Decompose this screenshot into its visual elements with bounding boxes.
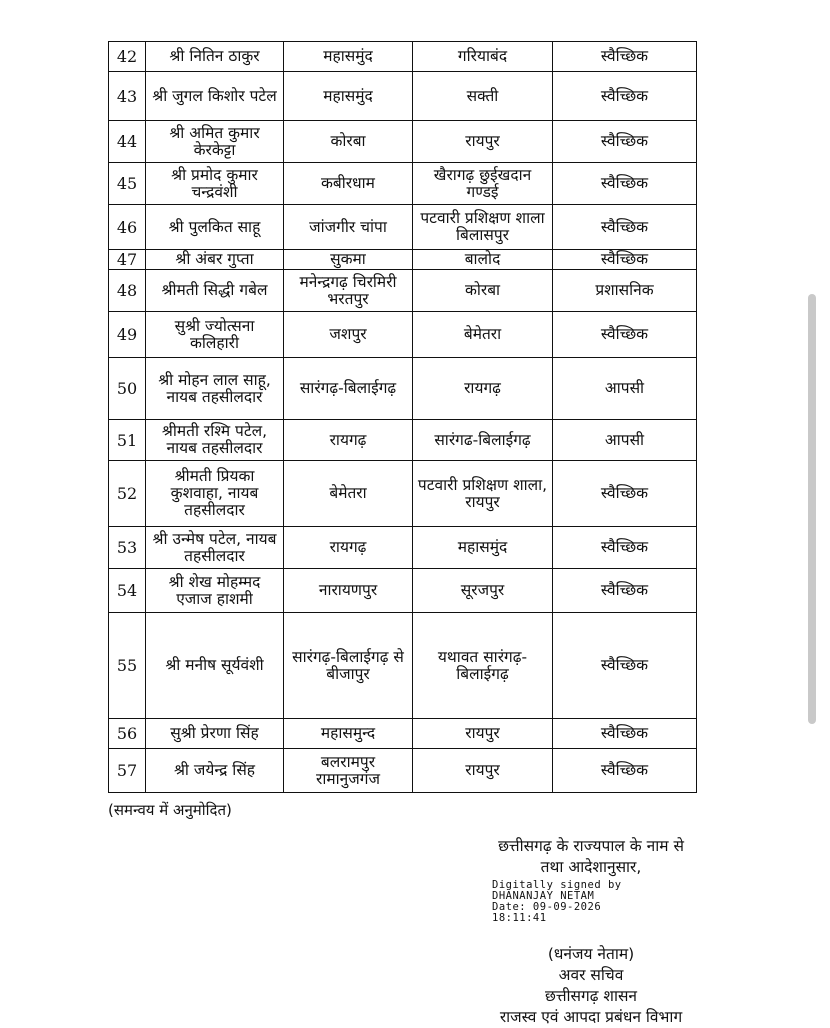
cell-sno: 55 xyxy=(109,613,146,719)
cell-transfer-type: स्वैच्छिक xyxy=(553,527,697,569)
cell-employee-name: श्रीमती रश्मि पटेल, नायब तहसीलदार xyxy=(146,420,284,461)
cell-sno: 43 xyxy=(109,72,146,121)
cell-sno: 46 xyxy=(109,205,146,250)
cell-current-posting: महासमुंद xyxy=(284,42,413,72)
cell-employee-name: श्री नितिन ठाकुर xyxy=(146,42,284,72)
table-row xyxy=(109,461,697,527)
cell-sno: 51 xyxy=(109,420,146,461)
cell-transfer-type: प्रशासनिक xyxy=(553,270,697,312)
cell-new-posting: पटवारी प्रशिक्षण शाला बिलासपुर xyxy=(413,205,553,250)
cell-employee-name: सुश्री प्रेरणा सिंह xyxy=(146,719,284,749)
cell-transfer-type: स्वैच्छिक xyxy=(553,42,697,72)
cell-current-posting: नारायणपुर xyxy=(284,569,413,613)
cell-employee-name: श्री अंबर गुप्ता xyxy=(146,250,284,270)
cell-transfer-type: स्वैच्छिक xyxy=(553,749,697,793)
cell-new-posting: सूरजपुर xyxy=(413,569,553,613)
cell-employee-name: श्री उन्मेष पटेल, नायब तहसीलदार xyxy=(146,527,284,569)
cell-current-posting: महासमुंद xyxy=(284,72,413,121)
cell-current-posting: बलरामपुर रामानुजगंज xyxy=(284,749,413,793)
digital-signature-line: Digitally signed by xyxy=(492,879,622,891)
table-row xyxy=(109,163,697,205)
cell-sno: 45 xyxy=(109,163,146,205)
cell-transfer-type: स्वैच्छिक xyxy=(553,121,697,163)
table-row xyxy=(109,749,697,793)
cell-employee-name: श्री पुलकित साहू xyxy=(146,205,284,250)
cell-new-posting: खैरागढ़ छुईखदान गण्डई xyxy=(413,163,553,205)
table-row xyxy=(109,121,697,163)
table-row xyxy=(109,205,697,250)
cell-new-posting: महासमुंद xyxy=(413,527,553,569)
cell-sno: 54 xyxy=(109,569,146,613)
signature-line-2: तथा आदेशानुसार, xyxy=(540,858,642,876)
cell-sno: 56 xyxy=(109,719,146,749)
table-row xyxy=(109,312,697,358)
cell-sno: 49 xyxy=(109,312,146,358)
cell-current-posting: कबीरधाम xyxy=(284,163,413,205)
table-row xyxy=(109,270,697,312)
cell-current-posting: सुकमा xyxy=(284,250,413,270)
table-row xyxy=(109,613,697,719)
cell-employee-name: श्री मनीष सूर्यवंशी xyxy=(146,613,284,719)
cell-sno: 47 xyxy=(109,250,146,270)
cell-new-posting: रायपुर xyxy=(413,719,553,749)
cell-current-posting: जांजगीर चांपा xyxy=(284,205,413,250)
digital-signature-line: 18:11:41 xyxy=(492,912,547,924)
cell-employee-name: श्री शेख मोहम्मद एजाज हाशमी xyxy=(146,569,284,613)
cell-employee-name: श्री मोहन लाल साहू, नायब तहसीलदार xyxy=(146,358,284,420)
cell-transfer-type: स्वैच्छिक xyxy=(553,569,697,613)
table-row xyxy=(109,358,697,420)
cell-current-posting: महासमुन्द xyxy=(284,719,413,749)
cell-new-posting: बालोद xyxy=(413,250,553,270)
cell-employee-name: श्री प्रमोद कुमार चन्द्रवंशी xyxy=(146,163,284,205)
cell-transfer-type: स्वैच्छिक xyxy=(553,461,697,527)
cell-transfer-type: स्वैच्छिक xyxy=(553,719,697,749)
cell-sno: 53 xyxy=(109,527,146,569)
cell-current-posting: सारंगढ़-बिलाईगढ़ से बीजापुर xyxy=(284,613,413,719)
cell-sno: 42 xyxy=(109,42,146,72)
cell-current-posting: मनेन्द्रगढ़ चिरमिरी भरतपुर xyxy=(284,270,413,312)
cell-transfer-type: स्वैच्छिक xyxy=(553,613,697,719)
table-row xyxy=(109,250,697,270)
approval-note: (समन्वय में अनुमोदित) xyxy=(108,801,232,819)
table-row xyxy=(109,569,697,613)
department-name: राजस्व एवं आपदा प्रबंधन विभाग xyxy=(499,1008,683,1026)
cell-new-posting: सारंगढ-बिलाईगढ़ xyxy=(413,420,553,461)
digital-signature-stamp xyxy=(492,880,622,924)
table-row xyxy=(109,72,697,121)
cell-transfer-type: स्वैच्छिक xyxy=(553,205,697,250)
cell-sno: 48 xyxy=(109,270,146,312)
cell-current-posting: जशपुर xyxy=(284,312,413,358)
signature-line-1: छत्तीसगढ़ के राज्यपाल के नाम से xyxy=(498,837,684,855)
cell-current-posting: कोरबा xyxy=(284,121,413,163)
cell-new-posting: पटवारी प्रशिक्षण शाला, रायपुर xyxy=(413,461,553,527)
cell-transfer-type: स्वैच्छिक xyxy=(553,312,697,358)
cell-new-posting: रायपुर xyxy=(413,121,553,163)
table-row xyxy=(109,719,697,749)
table-row xyxy=(109,42,697,72)
transfer-table xyxy=(108,41,697,793)
cell-current-posting: रायगढ़ xyxy=(284,527,413,569)
cell-sno: 50 xyxy=(109,358,146,420)
table-row xyxy=(109,527,697,569)
cell-new-posting: कोरबा xyxy=(413,270,553,312)
cell-employee-name: श्री अमित कुमार केरकेट्टा xyxy=(146,121,284,163)
cell-new-posting: यथावत सारंगढ़-बिलाईगढ़ xyxy=(413,613,553,719)
cell-employee-name: श्री जयेन्द्र सिंह xyxy=(146,749,284,793)
cell-employee-name: श्री जुगल किशोर पटेल xyxy=(146,72,284,121)
signature-block xyxy=(466,836,716,1028)
cell-sno: 52 xyxy=(109,461,146,527)
cell-new-posting: बेमेतरा xyxy=(413,312,553,358)
cell-employee-name: सुश्री ज्योत्सना कलिहारी xyxy=(146,312,284,358)
cell-new-posting: सक्ती xyxy=(413,72,553,121)
cell-employee-name: श्रीमती प्रियका कुशवाहा, नायब तहसीलदार xyxy=(146,461,284,527)
digital-signature-line: DHANANJAY NETAM xyxy=(492,890,595,902)
transfer-table-body xyxy=(109,42,697,793)
government-name: छत्तीसगढ़ शासन xyxy=(544,987,638,1005)
cell-new-posting: रायगढ़ xyxy=(413,358,553,420)
cell-new-posting: रायपुर xyxy=(413,749,553,793)
cell-transfer-type: स्वैच्छिक xyxy=(553,72,697,121)
cell-employee-name: श्रीमती सिद्धी गबेल xyxy=(146,270,284,312)
cell-sno: 57 xyxy=(109,749,146,793)
cell-transfer-type: स्वैच्छिक xyxy=(553,163,697,205)
scrollbar-thumb[interactable] xyxy=(808,294,816,724)
signatory-designation: अवर सचिव xyxy=(558,966,624,984)
cell-transfer-type: आपसी xyxy=(553,420,697,461)
cell-current-posting: रायगढ़ xyxy=(284,420,413,461)
digital-signature-line: Date: 09-09-2026 xyxy=(492,901,602,913)
table-row xyxy=(109,420,697,461)
cell-transfer-type: स्वैच्छिक xyxy=(553,250,697,270)
signatory-name: (धनंजय नेताम) xyxy=(547,945,635,963)
cell-transfer-type: आपसी xyxy=(553,358,697,420)
cell-new-posting: गरियाबंद xyxy=(413,42,553,72)
cell-current-posting: सारंगढ़-बिलाईगढ़ xyxy=(284,358,413,420)
cell-current-posting: बेमेतरा xyxy=(284,461,413,527)
cell-sno: 44 xyxy=(109,121,146,163)
